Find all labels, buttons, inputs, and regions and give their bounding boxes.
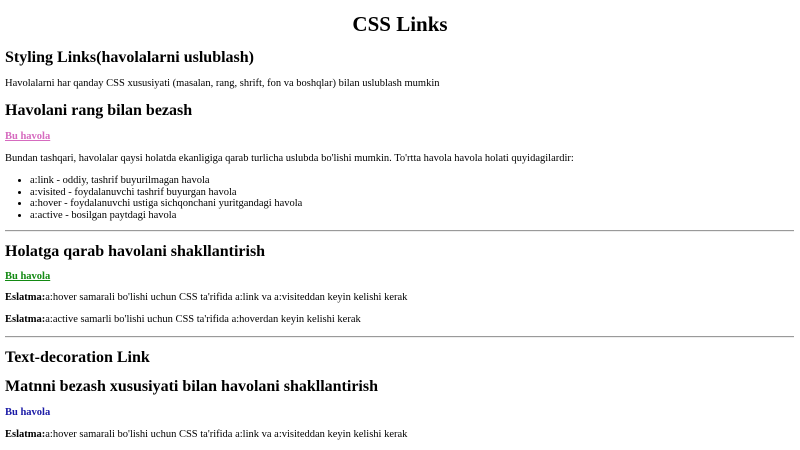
link-states-list — [5, 175, 302, 221]
note-label: Eslatma: — [5, 429, 46, 440]
list-item: • a:active - bosilgan paytdagi havola — [30, 210, 302, 222]
list-item: • a:hover - foydalanuvchi ustiga sichqonchani yuritgandagi havola — [30, 198, 302, 210]
color-link-paragraph — [5, 131, 50, 142]
state-styled-link[interactable]: Bu havola — [5, 271, 51, 282]
note-text: a:hover samarali bo'lishi uchun CSS ta'rifida a:link va a:visiteddan keyin kelishi kerak — [45, 292, 408, 303]
list-item: • a:link - oddiy, tashrif buyurilmagan havola — [30, 175, 302, 187]
section-heading-text-decoration: Text-decoration Link — [5, 349, 150, 366]
note-label: Eslatma: — [5, 292, 46, 303]
color-styled-link[interactable]: Bu havola — [5, 131, 51, 142]
section-heading-color-links: Havolani rang bilan bezash — [5, 102, 193, 119]
section-heading-state-links: Holatga qarab havolani shakllantirish — [5, 243, 266, 260]
link-states-intro: Bundan tashqari, havolalar qaysi holatda ekanligiga qarab turlicha uslubda bo'lishi mumkin. To'rtta havola havola holati quyidagilardir: — [5, 153, 574, 164]
note-text: a:hover samarali bo'lishi uchun CSS ta'rifida a:link va a:visiteddan keyin kelishi kerak — [45, 429, 408, 440]
note-text: a:active samarli bo'lishi uchun CSS ta'rifida a:hoverdan keyin kelishi kerak — [45, 314, 361, 325]
note-hover-order — [5, 292, 407, 303]
page-title: CSS Links — [352, 12, 448, 36]
note-hover-order-2 — [5, 429, 407, 440]
state-link-paragraph — [5, 271, 50, 282]
list-item: • a:visited - foydalanuvchi tashrif buyurgan havola — [30, 187, 302, 199]
section-heading-styling-links: Styling Links(havolalarni uslublash) — [5, 49, 254, 66]
text-decoration-link[interactable]: Bu havola — [5, 407, 51, 418]
styling-links-description: Havolalarni har qanday CSS xususiyati (masalan, rang, shrift, fon va boshqlar) bilan uslublash mumkin — [5, 78, 440, 89]
section-subheading-text-decoration: Matnni bezash xususiyati bilan havolani shakllantirish — [5, 378, 378, 395]
section-divider — [5, 336, 794, 338]
text-decoration-link-paragraph — [5, 407, 50, 418]
section-divider — [5, 230, 794, 232]
note-active-order — [5, 314, 361, 325]
note-label: Eslatma: — [5, 314, 46, 325]
